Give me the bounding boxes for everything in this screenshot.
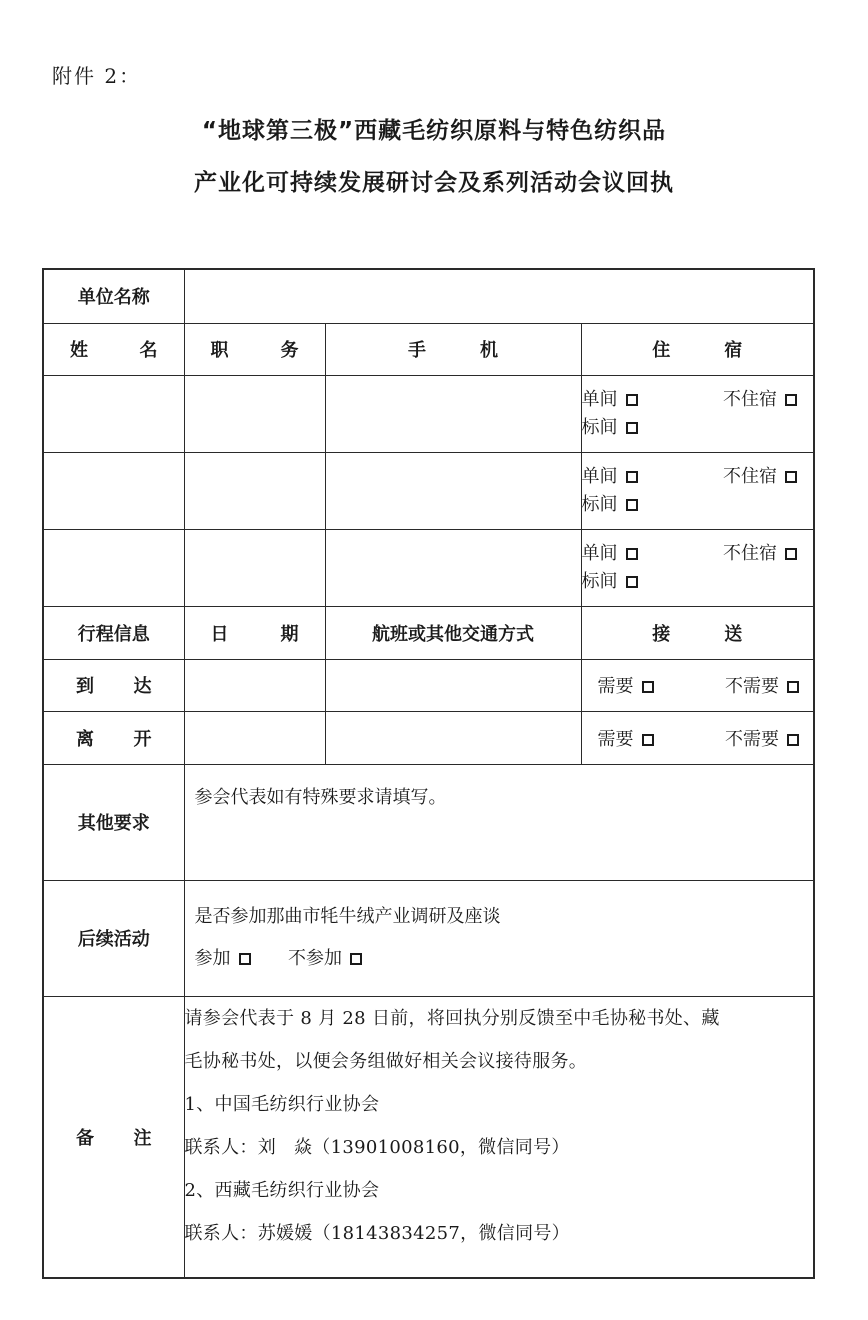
no-lodging-checkbox[interactable] [785, 471, 797, 483]
travel-header-row [43, 606, 814, 659]
join-checkbox[interactable] [239, 953, 251, 965]
attendee-name-field[interactable] [43, 375, 184, 452]
standard-room-checkbox[interactable] [626, 422, 638, 434]
departure-need-checkbox[interactable] [642, 734, 654, 746]
header-transfer: 接 送 [581, 606, 814, 659]
single-room-checkbox[interactable] [626, 394, 638, 406]
contact-2: 联系人：苏媛媛（18143834257，微信同号） [184, 1222, 570, 1244]
remarks-content [184, 996, 814, 1278]
attendee-name-field[interactable] [43, 452, 184, 529]
departure-label: 离 开 [43, 711, 184, 764]
header-phone: 手 机 [325, 323, 581, 375]
departure-date-field[interactable] [184, 711, 325, 764]
attendee-row [43, 529, 814, 606]
other-requirements-field[interactable] [184, 764, 814, 880]
single-room-checkbox[interactable] [626, 548, 638, 560]
header-flight: 航班或其他交通方式 [325, 606, 581, 659]
unit-name-row [43, 269, 814, 323]
association-2: 2、西藏毛纺织行业协会 [184, 1179, 380, 1201]
other-requirements-label: 其他要求 [43, 764, 184, 880]
attendee-name-field[interactable] [43, 529, 184, 606]
followup-cell: 是否参加那曲市牦牛绒产业调研及座谈 参加 不参加 [184, 880, 814, 996]
followup-label: 后续活动 [43, 880, 184, 996]
attendee-phone-field[interactable] [325, 375, 581, 452]
arrival-no-need-checkbox[interactable] [787, 681, 799, 693]
departure-row [43, 711, 814, 764]
arrival-flight-field[interactable] [325, 659, 581, 711]
header-name: 姓 名 [43, 323, 184, 375]
lodging-options: 单间 不住宿 标间 [581, 529, 814, 606]
attendee-row [43, 452, 814, 529]
lodging-options: 单间 不住宿 标间 [581, 452, 814, 529]
arrival-row [43, 659, 814, 711]
departure-transfer-options: 需要 不需要 [581, 711, 814, 764]
followup-row [43, 880, 814, 996]
no-lodging-checkbox[interactable] [785, 548, 797, 560]
registration-form-table [42, 268, 815, 1279]
remarks-label: 备 注 [43, 996, 184, 1278]
attendee-row [43, 375, 814, 452]
arrival-need-checkbox[interactable] [642, 681, 654, 693]
travel-info-label: 行程信息 [43, 606, 184, 659]
standard-room-checkbox[interactable] [626, 576, 638, 588]
standard-room-checkbox[interactable] [626, 499, 638, 511]
arrival-date-field[interactable] [184, 659, 325, 711]
document-title-line-2: 产业化可持续发展研讨会及系列活动会议回执 [194, 170, 674, 196]
header-position: 职 务 [184, 323, 325, 375]
attendee-position-field[interactable] [184, 529, 325, 606]
departure-flight-field[interactable] [325, 711, 581, 764]
association-1: 1、中国毛纺织行业协会 [184, 1093, 380, 1115]
header-lodging: 住 宿 [581, 323, 814, 375]
unit-name-label: 单位名称 [43, 269, 184, 323]
not-join-checkbox[interactable] [350, 953, 362, 965]
header-date: 日 期 [184, 606, 325, 659]
remarks-line: 毛协秘书处，以便会务组做好相关会议接待服务。 [184, 1050, 588, 1072]
remarks-row [43, 996, 814, 1278]
other-requirements-row [43, 764, 814, 880]
no-lodging-checkbox[interactable] [785, 394, 797, 406]
followup-question: 是否参加那曲市牦牛绒产业调研及座谈 [194, 906, 501, 927]
attendee-position-field[interactable] [184, 452, 325, 529]
attendee-position-field[interactable] [184, 375, 325, 452]
attendee-phone-field[interactable] [325, 529, 581, 606]
lodging-options: 单间 不住宿 标间 [581, 375, 814, 452]
arrival-transfer-options: 需要 不需要 [581, 659, 814, 711]
attendee-header-row [43, 323, 814, 375]
document-title-line-1: “地球第三极”西藏毛纺织原料与特色纺织品 [201, 118, 667, 144]
other-requirements-hint: 参会代表如有特殊要求请填写。 [194, 786, 447, 808]
arrival-label: 到 达 [43, 659, 184, 711]
attachment-label: 附件 2： [52, 64, 142, 88]
attendee-phone-field[interactable] [325, 452, 581, 529]
remarks-line: 请参会代表于 8 月 28 日前，将回执分别反馈至中毛协秘书处、藏 [184, 1007, 720, 1029]
unit-name-field[interactable] [184, 269, 814, 323]
single-room-checkbox[interactable] [626, 471, 638, 483]
contact-1: 联系人：刘 焱（13901008160，微信同号） [184, 1136, 570, 1158]
departure-no-need-checkbox[interactable] [787, 734, 799, 746]
